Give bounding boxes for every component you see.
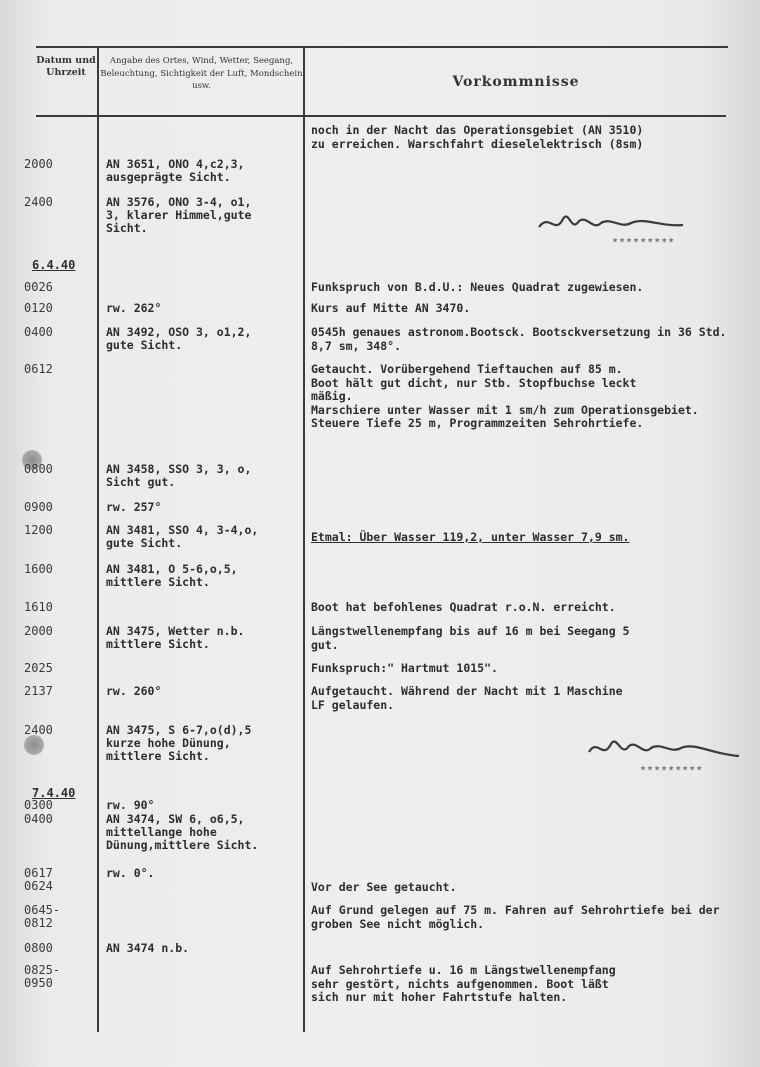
time-cell: 0617 0624 — [24, 866, 53, 893]
time-cell: 0300 — [24, 798, 53, 812]
event-text: Aufgetaucht. Während der Nacht mit 1 Maschine LF gelaufen. — [311, 684, 623, 712]
signature-marks: ********* — [612, 237, 676, 248]
time-cell: 0825- 0950 — [24, 963, 61, 990]
date-heading: 6.4.40 — [32, 258, 76, 272]
event-text: Boot hat befohlenes Quadrat r.o.N. erreicht. — [311, 600, 616, 614]
place-cell: rw. 262° — [106, 301, 162, 315]
event-text: Getaucht. Vorübergehend Tieftauchen auf 85 m. Boot hält gut dicht, nur Stb. Stopfbuchse leckt mäßig. Marschiere unter Wasser mit 1 sm/h zum Operationsgebiet. Steuere Tiefe 25 m, Programmzeiten Sehrohrtiefe. — [311, 362, 699, 430]
place-cell: rw. 257° — [106, 500, 162, 514]
time-cell: 0612 — [24, 362, 53, 376]
time-cell: 2400 — [24, 723, 53, 737]
header-date-time: Datum und Uhrzeit — [36, 55, 96, 78]
place-cell: AN 3475, Wetter n.b. mittlere Sicht. — [106, 624, 245, 651]
event-text: Auf Grund gelegen auf 75 m. Fahren auf Sehrohrtiefe bei der groben See nicht möglich. — [311, 903, 720, 931]
time-cell: 0645- 0812 — [24, 903, 61, 930]
place-cell: AN 3481, O 5-6,o,5, mittlere Sicht. — [106, 562, 238, 589]
place-cell: AN 3481, SSO 4, 3-4,o, gute Sicht. — [106, 523, 259, 550]
event-text: Funkspruch:" Hartmut 1015". — [311, 661, 498, 675]
time-cell: 1200 — [24, 523, 53, 537]
time-cell: 1610 — [24, 600, 53, 614]
place-cell: AN 3576, ONO 3-4, o1, 3, klarer Himmel,gute Sicht. — [106, 195, 252, 235]
header-events: Vorkommnisse — [452, 74, 580, 90]
time-cell: 0400 — [24, 325, 53, 339]
time-cell: 0800 — [24, 941, 53, 955]
event-text: Längstwellenempfang bis auf 16 m bei Seegang 5 gut. — [311, 624, 630, 652]
time-cell: 0026 — [24, 280, 53, 294]
time-cell: 2400 — [24, 195, 53, 209]
time-cell: 0400 — [24, 812, 53, 826]
place-cell: AN 3475, S 6-7,o(d),5 kurze hohe Dünung, mittlere Sicht. — [106, 723, 252, 763]
header-top-rule — [36, 46, 728, 48]
place-cell: rw. 260° — [106, 684, 162, 698]
place-cell: AN 3474, SW 6, o6,5, mittellange hohe Dünung,mittlere Sicht. — [106, 812, 259, 852]
header-location-weather: Angabe des Ortes, Wind, Wetter, Seegang, Beleuchtung, Sichtigkeit der Luft, Mondschein usw. — [100, 56, 303, 91]
event-text: Etmal: Über Wasser 119,2, unter Wasser 7,9 sm. — [311, 530, 630, 544]
punch-hole — [24, 735, 44, 755]
signature — [585, 730, 745, 770]
date-heading: 7.4.40 — [32, 786, 76, 800]
time-cell: 0120 — [24, 301, 53, 315]
place-cell: rw. 0°. — [106, 866, 155, 880]
place-cell: AN 3458, SSO 3, 3, o, Sicht gut. — [106, 462, 252, 489]
event-text: noch in der Nacht das Operationsgebiet (AN 3510) zu erreichen. Warschfahrt dieselelektrisch (8sm) — [311, 123, 644, 151]
place-cell: AN 3474 n.b. — [106, 941, 190, 955]
time-cell: 0900 — [24, 500, 53, 514]
time-cell: 2025 — [24, 661, 53, 675]
event-text: Auf Sehrohrtiefe u. 16 m Längstwellenempfang sehr gestört, nichts aufgenommen. Boot läßt sich nur mit hoher Fahrtstufe halten. — [311, 963, 616, 1004]
event-text: 0545h genaues astronom.Bootsck. Bootsckversetzung in 36 Std. 8,7 sm, 348°. — [311, 325, 727, 353]
place-cell: AN 3492, OSO 3, o1,2, gute Sicht. — [106, 325, 252, 352]
time-cell: 2000 — [24, 157, 53, 171]
event-text: Funkspruch von B.d.U.: Neues Quadrat zugewiesen. — [311, 280, 644, 294]
column-divider-1 — [97, 46, 99, 1032]
header-bottom-rule — [36, 115, 726, 117]
place-cell: rw. 90° — [106, 798, 155, 812]
place-cell: AN 3651, ONO 4,c2,3, ausgeprägte Sicht. — [106, 157, 245, 184]
event-text: Kurs auf Mitte AN 3470. — [311, 301, 471, 315]
time-cell: 1600 — [24, 562, 53, 576]
event-text: Vor der See getaucht. — [311, 879, 457, 894]
time-cell: 0800 — [24, 462, 53, 476]
time-cell: 2137 — [24, 684, 53, 698]
time-cell: 2000 — [24, 624, 53, 638]
signature-marks: ********* — [640, 765, 704, 776]
